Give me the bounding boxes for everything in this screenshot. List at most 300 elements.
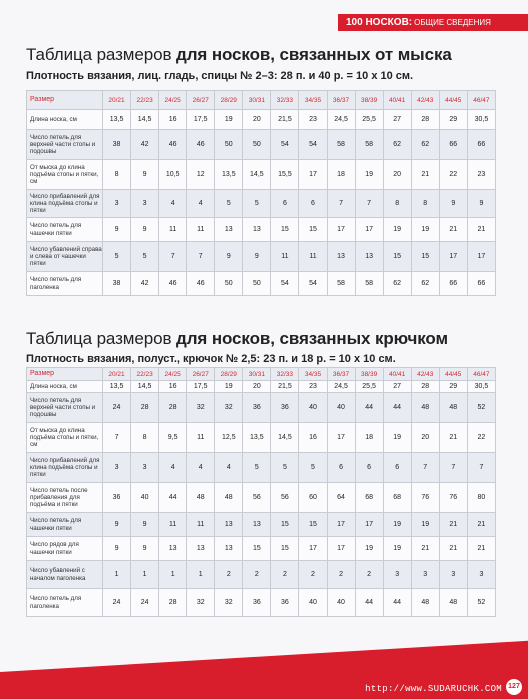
table-cell: 28 <box>411 110 439 130</box>
banner-subtitle: ОБЩИЕ СВЕДЕНИЯ <box>414 18 491 27</box>
table-cell: 15 <box>271 218 299 242</box>
table-cell: 11 <box>159 218 187 242</box>
table-cell: 3 <box>383 561 411 589</box>
table-cell: 5 <box>215 190 243 218</box>
header-size: 36/37 <box>327 91 355 110</box>
table-cell: 32 <box>187 589 215 617</box>
table-cell: 15 <box>271 513 299 537</box>
table-cell: 13 <box>327 242 355 272</box>
table-cell: 64 <box>327 483 355 513</box>
table2-density: Плотность вязания, полуст., крючок № 2,5: 23 п. и 18 р. = 10 х 10 см. <box>26 353 396 365</box>
table-cell: 8 <box>411 190 439 218</box>
header-size: 26/27 <box>187 368 215 381</box>
row-label: Число петель для верхней части стопы и подошвы <box>27 393 103 423</box>
watermark: http://www.SUDARUCHK.COM <box>365 684 502 694</box>
table-cell: 4 <box>187 453 215 483</box>
table-cell: 50 <box>215 130 243 160</box>
table-cell: 13,5 <box>103 381 131 393</box>
table2-title-plain: Таблица размеров <box>26 329 176 348</box>
header-size: 46/47 <box>467 368 495 381</box>
table-cell: 14,5 <box>243 160 271 190</box>
table-cell: 13 <box>187 537 215 561</box>
table-cell: 6 <box>299 190 327 218</box>
table-cell: 5 <box>243 190 271 218</box>
table-cell: 2 <box>355 561 383 589</box>
table-cell: 50 <box>243 130 271 160</box>
table-cell: 20 <box>243 381 271 393</box>
table-row <box>27 242 496 272</box>
table-cell: 62 <box>383 130 411 160</box>
table-cell: 21 <box>411 537 439 561</box>
table-cell: 4 <box>159 453 187 483</box>
header-size: 44/45 <box>439 368 467 381</box>
table-row <box>27 393 496 423</box>
header-size: 38/39 <box>355 91 383 110</box>
table-cell: 19 <box>355 537 383 561</box>
table-cell: 4 <box>187 190 215 218</box>
table-cell: 21 <box>467 537 495 561</box>
table-cell: 7 <box>327 190 355 218</box>
table2-title <box>26 329 448 349</box>
table-cell: 13 <box>355 242 383 272</box>
table-cell: 40 <box>327 589 355 617</box>
table-cell: 15 <box>299 218 327 242</box>
table-cell: 13,5 <box>243 423 271 453</box>
table-cell: 22 <box>439 160 467 190</box>
table-cell: 25,5 <box>355 110 383 130</box>
table-cell: 40 <box>299 393 327 423</box>
table-cell: 8 <box>131 423 159 453</box>
table-cell: 23 <box>467 160 495 190</box>
table-cell: 21,5 <box>271 110 299 130</box>
row-label: От мыска до клина подъёма стопы и пятки, см <box>27 160 103 190</box>
table-cell: 9 <box>103 218 131 242</box>
table-cell: 17 <box>327 218 355 242</box>
header-size: 24/25 <box>159 91 187 110</box>
table-cell: 18 <box>327 160 355 190</box>
header-row <box>27 368 496 381</box>
table-cell: 21 <box>467 513 495 537</box>
table-cell: 1 <box>131 561 159 589</box>
header-size: 30/31 <box>243 91 271 110</box>
table-cell: 8 <box>383 190 411 218</box>
row-label: Число петель для чашечки пятки <box>27 218 103 242</box>
header-size: 32/33 <box>271 368 299 381</box>
table-cell: 40 <box>299 589 327 617</box>
table-cell: 9 <box>131 537 159 561</box>
table-cell: 7 <box>439 453 467 483</box>
table-cell: 19 <box>411 218 439 242</box>
header-size: 20/21 <box>103 368 131 381</box>
table-cell: 54 <box>299 130 327 160</box>
table-cell: 15 <box>271 537 299 561</box>
row-label: Число петель после прибавления для подъёма и пятки <box>27 483 103 513</box>
table-cell: 48 <box>215 483 243 513</box>
row-label: Число убавлений справа и слева от чашечки пятки <box>27 242 103 272</box>
table-cell: 13 <box>215 218 243 242</box>
header-size: 30/31 <box>243 368 271 381</box>
row-label: Число петель для паголенка <box>27 272 103 296</box>
table-cell: 2 <box>243 561 271 589</box>
table-cell: 58 <box>327 130 355 160</box>
table2-title-bold: для носков, связанных крючком <box>176 329 448 348</box>
table-cell: 1 <box>103 561 131 589</box>
table-cell: 14,5 <box>131 110 159 130</box>
table-cell: 29 <box>439 381 467 393</box>
table-cell: 17 <box>467 242 495 272</box>
table-cell: 20 <box>243 110 271 130</box>
table-cell: 17 <box>355 218 383 242</box>
table-cell: 9 <box>131 218 159 242</box>
header-size: 38/39 <box>355 368 383 381</box>
table-cell: 24,5 <box>327 381 355 393</box>
table-row <box>27 589 496 617</box>
header-size: 36/37 <box>327 368 355 381</box>
table-cell: 19 <box>383 513 411 537</box>
table-cell: 3 <box>467 561 495 589</box>
table-cell: 44 <box>159 483 187 513</box>
table-cell: 80 <box>467 483 495 513</box>
table-cell: 60 <box>299 483 327 513</box>
table-cell: 9 <box>439 190 467 218</box>
table-cell: 36 <box>243 589 271 617</box>
table-cell: 11 <box>187 218 215 242</box>
table-cell: 44 <box>383 589 411 617</box>
table-row <box>27 110 496 130</box>
table-cell: 9 <box>103 513 131 537</box>
table-cell: 14,5 <box>271 423 299 453</box>
header-size: 44/45 <box>439 91 467 110</box>
row-label: Число убавлений с началом паголенка <box>27 561 103 589</box>
table-cell: 76 <box>411 483 439 513</box>
row-label: Длина носка, см <box>27 110 103 130</box>
table-cell: 5 <box>131 242 159 272</box>
table-cell: 11 <box>159 513 187 537</box>
header-size: 40/41 <box>383 91 411 110</box>
table-row <box>27 190 496 218</box>
header-size: 42/43 <box>411 368 439 381</box>
table-cell: 62 <box>383 272 411 296</box>
row-label: Длина носка, см <box>27 381 103 393</box>
table1-title-plain: Таблица размеров <box>26 45 176 64</box>
table-cell: 5 <box>243 453 271 483</box>
table-cell: 58 <box>327 272 355 296</box>
table-row <box>27 537 496 561</box>
table-cell: 36 <box>271 589 299 617</box>
header-size: 22/23 <box>131 368 159 381</box>
table-cell: 16 <box>159 110 187 130</box>
table-cell: 3 <box>131 190 159 218</box>
table-cell: 7 <box>187 242 215 272</box>
table-cell: 15 <box>243 537 271 561</box>
table-cell: 20 <box>411 423 439 453</box>
table-cell: 9,5 <box>159 423 187 453</box>
table-cell: 3 <box>131 453 159 483</box>
table-cell: 17,5 <box>187 381 215 393</box>
header-size: 20/21 <box>103 91 131 110</box>
section-banner <box>338 14 528 31</box>
table-cell: 38 <box>103 272 131 296</box>
row-label: От мыска до клина подъёма стопы и пятки, см <box>27 423 103 453</box>
table-cell: 28 <box>159 589 187 617</box>
table-cell: 66 <box>467 272 495 296</box>
table-cell: 68 <box>355 483 383 513</box>
table-cell: 17 <box>355 513 383 537</box>
row-label: Число прибавлений для клина подъёма стопы и пятки <box>27 190 103 218</box>
table-cell: 10,5 <box>159 160 187 190</box>
header-size: 32/33 <box>271 91 299 110</box>
table-cell: 54 <box>271 272 299 296</box>
table-cell: 17,5 <box>187 110 215 130</box>
table-row <box>27 272 496 296</box>
table-cell: 62 <box>411 272 439 296</box>
table-cell: 19 <box>355 160 383 190</box>
table-cell: 32 <box>215 393 243 423</box>
table-cell: 15 <box>383 242 411 272</box>
table-cell: 52 <box>467 393 495 423</box>
table-cell: 25,5 <box>355 381 383 393</box>
table-cell: 7 <box>159 242 187 272</box>
table-cell: 27 <box>383 110 411 130</box>
table-cell: 27 <box>383 381 411 393</box>
table-cell: 21 <box>439 423 467 453</box>
table-cell: 36 <box>271 393 299 423</box>
table-cell: 7 <box>103 423 131 453</box>
header-size: 40/41 <box>383 368 411 381</box>
table-cell: 21 <box>411 160 439 190</box>
header-size: 24/25 <box>159 368 187 381</box>
header-size: 46/47 <box>467 91 495 110</box>
table-cell: 13 <box>243 218 271 242</box>
size-table-crochet <box>26 367 496 617</box>
size-table-knitted <box>26 90 496 296</box>
table-cell: 46 <box>187 130 215 160</box>
row-label: Число петель для верхней части стопы и подошвы <box>27 130 103 160</box>
table-cell: 66 <box>439 130 467 160</box>
table-cell: 21,5 <box>271 381 299 393</box>
table-cell: 40 <box>131 483 159 513</box>
table-cell: 23 <box>299 110 327 130</box>
table-cell: 21 <box>439 537 467 561</box>
header-size: 34/35 <box>299 368 327 381</box>
table-cell: 9 <box>131 160 159 190</box>
table-cell: 9 <box>131 513 159 537</box>
table-cell: 13,5 <box>215 160 243 190</box>
table-cell: 42 <box>131 130 159 160</box>
header-label: Размер <box>27 91 103 110</box>
table-cell: 5 <box>103 242 131 272</box>
table-cell: 17 <box>327 537 355 561</box>
table-cell: 2 <box>271 561 299 589</box>
table-cell: 38 <box>103 130 131 160</box>
table-cell: 19 <box>383 218 411 242</box>
table-cell: 13 <box>215 537 243 561</box>
table-cell: 17 <box>327 423 355 453</box>
table-cell: 46 <box>159 272 187 296</box>
table-cell: 15 <box>411 242 439 272</box>
table-cell: 48 <box>411 589 439 617</box>
table-cell: 68 <box>383 483 411 513</box>
table-cell: 13 <box>159 537 187 561</box>
table-cell: 15 <box>299 513 327 537</box>
table-row <box>27 423 496 453</box>
table-cell: 15,5 <box>271 160 299 190</box>
table1-title-bold: для носков, связанных от мыска <box>176 45 452 64</box>
table-row <box>27 218 496 242</box>
banner-title: 100 НОСКОВ: <box>346 17 413 28</box>
table-cell: 1 <box>159 561 187 589</box>
table-cell: 17 <box>439 242 467 272</box>
table-cell: 5 <box>299 453 327 483</box>
table-cell: 44 <box>383 393 411 423</box>
table-cell: 12 <box>187 160 215 190</box>
header-size: 26/27 <box>187 91 215 110</box>
table-cell: 16 <box>299 423 327 453</box>
table-cell: 4 <box>159 190 187 218</box>
table-cell: 76 <box>439 483 467 513</box>
table1-density: Плотность вязания, лиц. гладь, спицы № 2–3: 28 п. и 40 р. = 10 х 10 см. <box>26 70 414 82</box>
table-cell: 11 <box>299 242 327 272</box>
table-cell: 17 <box>327 513 355 537</box>
table-cell: 2 <box>215 561 243 589</box>
table-cell: 24 <box>103 393 131 423</box>
table-cell: 19 <box>215 110 243 130</box>
table-cell: 4 <box>215 453 243 483</box>
table-cell: 12,5 <box>215 423 243 453</box>
table-cell: 9 <box>103 537 131 561</box>
table-cell: 36 <box>103 483 131 513</box>
header-size: 22/23 <box>131 91 159 110</box>
table-cell: 40 <box>327 393 355 423</box>
table-row <box>27 561 496 589</box>
header-size: 34/35 <box>299 91 327 110</box>
table-cell: 13,5 <box>103 110 131 130</box>
table-cell: 54 <box>299 272 327 296</box>
table-cell: 9 <box>215 242 243 272</box>
table-row <box>27 160 496 190</box>
table-cell: 11 <box>187 423 215 453</box>
table-cell: 19 <box>383 423 411 453</box>
table-cell: 7 <box>467 453 495 483</box>
table-cell: 3 <box>103 453 131 483</box>
table-cell: 46 <box>159 130 187 160</box>
page-number: 127 <box>506 679 522 695</box>
table-cell: 44 <box>355 393 383 423</box>
table-cell: 11 <box>271 242 299 272</box>
table-cell: 14,5 <box>131 381 159 393</box>
row-label: Число рядов для чашечки пятки <box>27 537 103 561</box>
header-size: 28/29 <box>215 368 243 381</box>
table-row <box>27 483 496 513</box>
header-row <box>27 91 496 110</box>
table-cell: 6 <box>355 453 383 483</box>
table-cell: 24,5 <box>327 110 355 130</box>
table-cell: 48 <box>439 589 467 617</box>
table1-title <box>26 45 452 65</box>
row-label: Число петель для паголенка <box>27 589 103 617</box>
table-cell: 18 <box>355 423 383 453</box>
table-cell: 56 <box>271 483 299 513</box>
table-cell: 19 <box>411 513 439 537</box>
table-cell: 50 <box>215 272 243 296</box>
row-label: Число прибавлений для клина подъёма стопы и пятки <box>27 453 103 483</box>
table-cell: 1 <box>187 561 215 589</box>
table-cell: 36 <box>243 393 271 423</box>
table-cell: 28 <box>131 393 159 423</box>
table-cell: 22 <box>467 423 495 453</box>
table-cell: 48 <box>439 393 467 423</box>
table-cell: 30,5 <box>467 110 495 130</box>
header-size: 28/29 <box>215 91 243 110</box>
table-cell: 7 <box>411 453 439 483</box>
table-cell: 58 <box>355 272 383 296</box>
table-cell: 6 <box>327 453 355 483</box>
table-cell: 7 <box>355 190 383 218</box>
table-cell: 44 <box>355 589 383 617</box>
table-cell: 28 <box>159 393 187 423</box>
table-cell: 3 <box>103 190 131 218</box>
table-cell: 13 <box>215 513 243 537</box>
header-size: 42/43 <box>411 91 439 110</box>
table-cell: 5 <box>271 453 299 483</box>
table-cell: 21 <box>439 218 467 242</box>
table-cell: 9 <box>467 190 495 218</box>
table-cell: 50 <box>243 272 271 296</box>
table-cell: 66 <box>467 130 495 160</box>
table-cell: 17 <box>299 160 327 190</box>
table-cell: 56 <box>243 483 271 513</box>
table-cell: 19 <box>215 381 243 393</box>
table-cell: 30,5 <box>467 381 495 393</box>
table-cell: 16 <box>159 381 187 393</box>
table-cell: 17 <box>299 537 327 561</box>
table-cell: 48 <box>411 393 439 423</box>
table-row <box>27 453 496 483</box>
table-cell: 62 <box>411 130 439 160</box>
table-cell: 42 <box>131 272 159 296</box>
table-cell: 29 <box>439 110 467 130</box>
table-cell: 19 <box>383 537 411 561</box>
table-cell: 6 <box>383 453 411 483</box>
table-cell: 21 <box>467 218 495 242</box>
table-cell: 11 <box>187 513 215 537</box>
table-cell: 32 <box>215 589 243 617</box>
table-cell: 52 <box>467 589 495 617</box>
table-cell: 66 <box>439 272 467 296</box>
row-label: Число петель для чашечки пятки <box>27 513 103 537</box>
table-cell: 2 <box>299 561 327 589</box>
table-cell: 28 <box>411 381 439 393</box>
table-cell: 46 <box>187 272 215 296</box>
table-cell: 23 <box>299 381 327 393</box>
table-cell: 2 <box>327 561 355 589</box>
table-cell: 6 <box>271 190 299 218</box>
table-cell: 54 <box>271 130 299 160</box>
table-cell: 3 <box>411 561 439 589</box>
table-row <box>27 513 496 537</box>
header-label: Размер <box>27 368 103 381</box>
table-row <box>27 381 496 393</box>
table-cell: 8 <box>103 160 131 190</box>
table-cell: 24 <box>103 589 131 617</box>
table-cell: 24 <box>131 589 159 617</box>
table-cell: 13 <box>243 513 271 537</box>
table-cell: 20 <box>383 160 411 190</box>
table-cell: 48 <box>187 483 215 513</box>
table-cell: 32 <box>187 393 215 423</box>
table-cell: 9 <box>243 242 271 272</box>
table-row <box>27 130 496 160</box>
